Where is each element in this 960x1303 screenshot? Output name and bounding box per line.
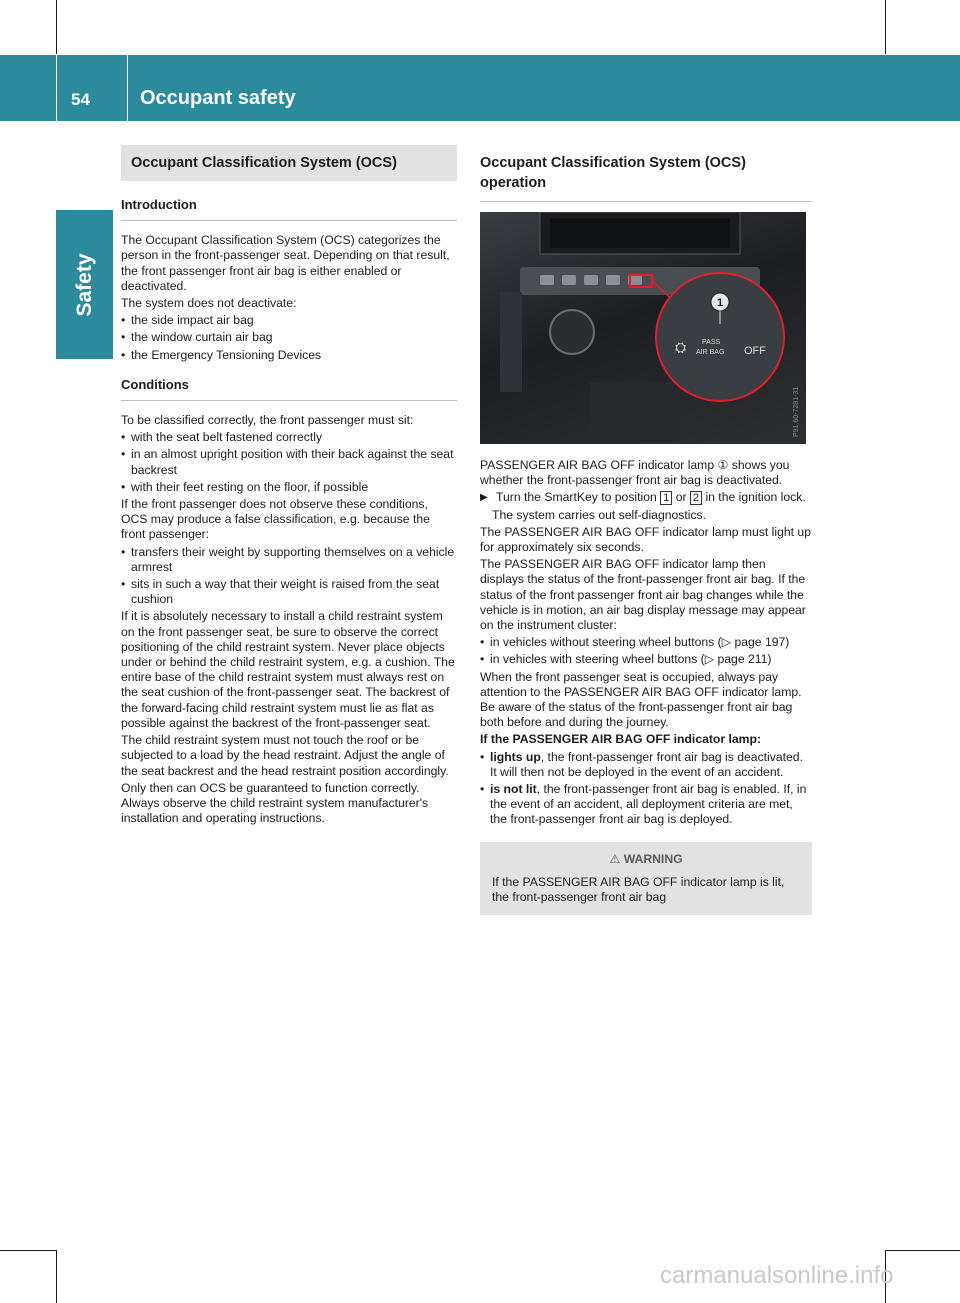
roof-text: The child restraint system must not touch the roof or be subjected to a load by the head restraint. Adjust the angle of the seat backrest and the head restraint position accordingly. — [121, 733, 449, 778]
crop-mark — [885, 1250, 960, 1251]
dashboard-illustration — [480, 212, 806, 444]
list-item — [480, 750, 812, 780]
lamp-label-line1: PASS — [702, 339, 721, 346]
list-item — [480, 782, 812, 828]
section-title: Occupant Classification System (OCS) operation — [480, 153, 812, 202]
false-list — [121, 545, 457, 608]
conditions-intro: To be classified correctly, the front passenger must sit: — [121, 413, 414, 428]
if-list — [480, 750, 812, 828]
step-text-a: Turn the SmartKey to position — [496, 490, 657, 505]
chapter-title-block — [128, 55, 960, 121]
step-text-b: in the ignition lock. — [705, 490, 806, 505]
if-item-rest: , the front-passenger front air bag is deactivated. It will then not be deployed in the event of an accident. — [490, 749, 803, 779]
warning-title: WARNING — [623, 851, 683, 866]
side-tab — [56, 210, 113, 359]
status-text: The PASSENGER AIR BAG OFF indicator lamp then displays the status of the front-passenger front air bag. If the status of the front passenger front air bag changes while the vehicle is in motion, an air bag display message may appear on the instrument cluster: — [480, 557, 806, 633]
right-column — [480, 153, 812, 915]
list-item: • with their feet resting on the floor, if possible — [121, 480, 457, 495]
conditions-list — [121, 430, 457, 495]
callout-number: 1 — [716, 297, 724, 309]
intro-heading: Introduction — [121, 197, 457, 221]
position-2: 2 — [690, 491, 702, 505]
step-instruction — [480, 490, 812, 505]
list-item: • the side impact air bag — [121, 313, 457, 328]
warning-triangle-icon: ⚠ — [609, 851, 621, 866]
list-item: • in vehicles without steering wheel buttons (▷ page 197) — [480, 635, 812, 650]
page-number-block — [57, 55, 127, 121]
footer-watermark: carmanualsonline.info — [660, 1262, 894, 1289]
conditions-heading: Conditions — [121, 377, 457, 401]
if-item-rest: , the front-passenger front air bag is enabled. If, in the event of an accident, all deployment criteria are met, the front-passenger front air bag is deployed. — [490, 782, 807, 827]
warning-text: If the PASSENGER AIR BAG OFF indicator lamp is lit, the front-passenger front air bag — [492, 874, 785, 905]
intro-text: The Occupant Classification System (OCS) categorizes the person in the front-passenger seat. Depending on that result, the front passenger front air bag is either enabled or deactivated. — [121, 233, 450, 293]
dashboard-photo — [480, 212, 806, 444]
svg-text:⛭: ⛭ — [675, 340, 687, 356]
list-item: • the window curtain air bag — [121, 330, 457, 345]
not-deactivate-text: The system does not deactivate: — [121, 296, 297, 311]
list-item: • with the seat belt fastened correctly — [121, 430, 457, 445]
if-item-bold: lights up — [490, 749, 541, 764]
list-item: • in vehicles with steering wheel buttons (▷ page 211) — [480, 652, 812, 667]
crop-mark — [885, 0, 886, 54]
light-up-text: The PASSENGER AIR BAG OFF indicator lamp must light up for approximately six seconds. — [480, 524, 811, 555]
only-then-text: Only then can OCS be guaranteed to function correctly. Always observe the child restraint system manufacturer's installation and operating instructions. — [121, 780, 429, 826]
child-restraint-text: If it is absolutely necessary to install a child restraint system on the front passenger seat, be sure to observe the correct positioning of the child restraint system. Never place objects under or behind the child restraint system, e.g. a cushion. The entire base of the child restraint system must always rest on the seat cushion of the front-passenger seat. The backrest of the forward-facing child restraint system must lie as flat as possible against the backrest of the front-passenger seat. — [121, 609, 455, 730]
position-1: 1 — [660, 491, 672, 505]
crop-mark — [0, 1250, 56, 1251]
lamp-text: PASSENGER AIR BAG OFF indicator lamp ① shows you whether the front-passenger front air bag is deactivated. — [480, 458, 790, 488]
if-item-bold: is not lit — [490, 782, 537, 797]
page-number: 54 — [71, 90, 90, 109]
if-heading: If the PASSENGER AIR BAG OFF indicator lamp: — [480, 732, 762, 747]
list-item: • sits in such a way that their weight is raised from the seat cushion — [121, 577, 457, 607]
crop-mark — [56, 0, 57, 54]
list-item: • in an almost upright position with their back against the seat backrest — [121, 447, 457, 477]
lamp-label-line2: AIR BAG — [696, 349, 725, 356]
warning-header — [492, 852, 800, 867]
list-item: • transfers their weight by supporting themselves on a vehicle armrest — [121, 545, 457, 575]
crop-mark — [56, 1250, 57, 1303]
side-tab-label: Safety — [72, 252, 96, 317]
step-or: or — [675, 490, 687, 505]
lamp-label-off: OFF — [744, 345, 766, 357]
step-result: The system carries out self-diagnostics. — [492, 507, 707, 522]
section-title: Occupant Classification System (OCS) — [121, 145, 457, 181]
status-list — [480, 635, 812, 667]
chapter-title: Occupant safety — [140, 87, 296, 109]
page-header — [0, 55, 960, 121]
figure-id: P91.60-7281-31 — [793, 386, 800, 437]
list-item: • the Emergency Tensioning Devices — [121, 348, 457, 363]
warning-box — [480, 842, 812, 916]
header-left-block — [0, 55, 56, 121]
not-deactivate-list — [121, 313, 457, 363]
left-column — [121, 145, 457, 828]
false-classification-text: If the front passenger does not observe these conditions, OCS may produce a false classification, e.g. because the front passenger: — [121, 497, 430, 542]
attention-text: When the front passenger seat is occupied, always pay attention to the PASSENGER AIR BAG OFF indicator lamp. Be aware of the status of the front-passenger front air bag both before and during the journey. — [480, 669, 802, 730]
